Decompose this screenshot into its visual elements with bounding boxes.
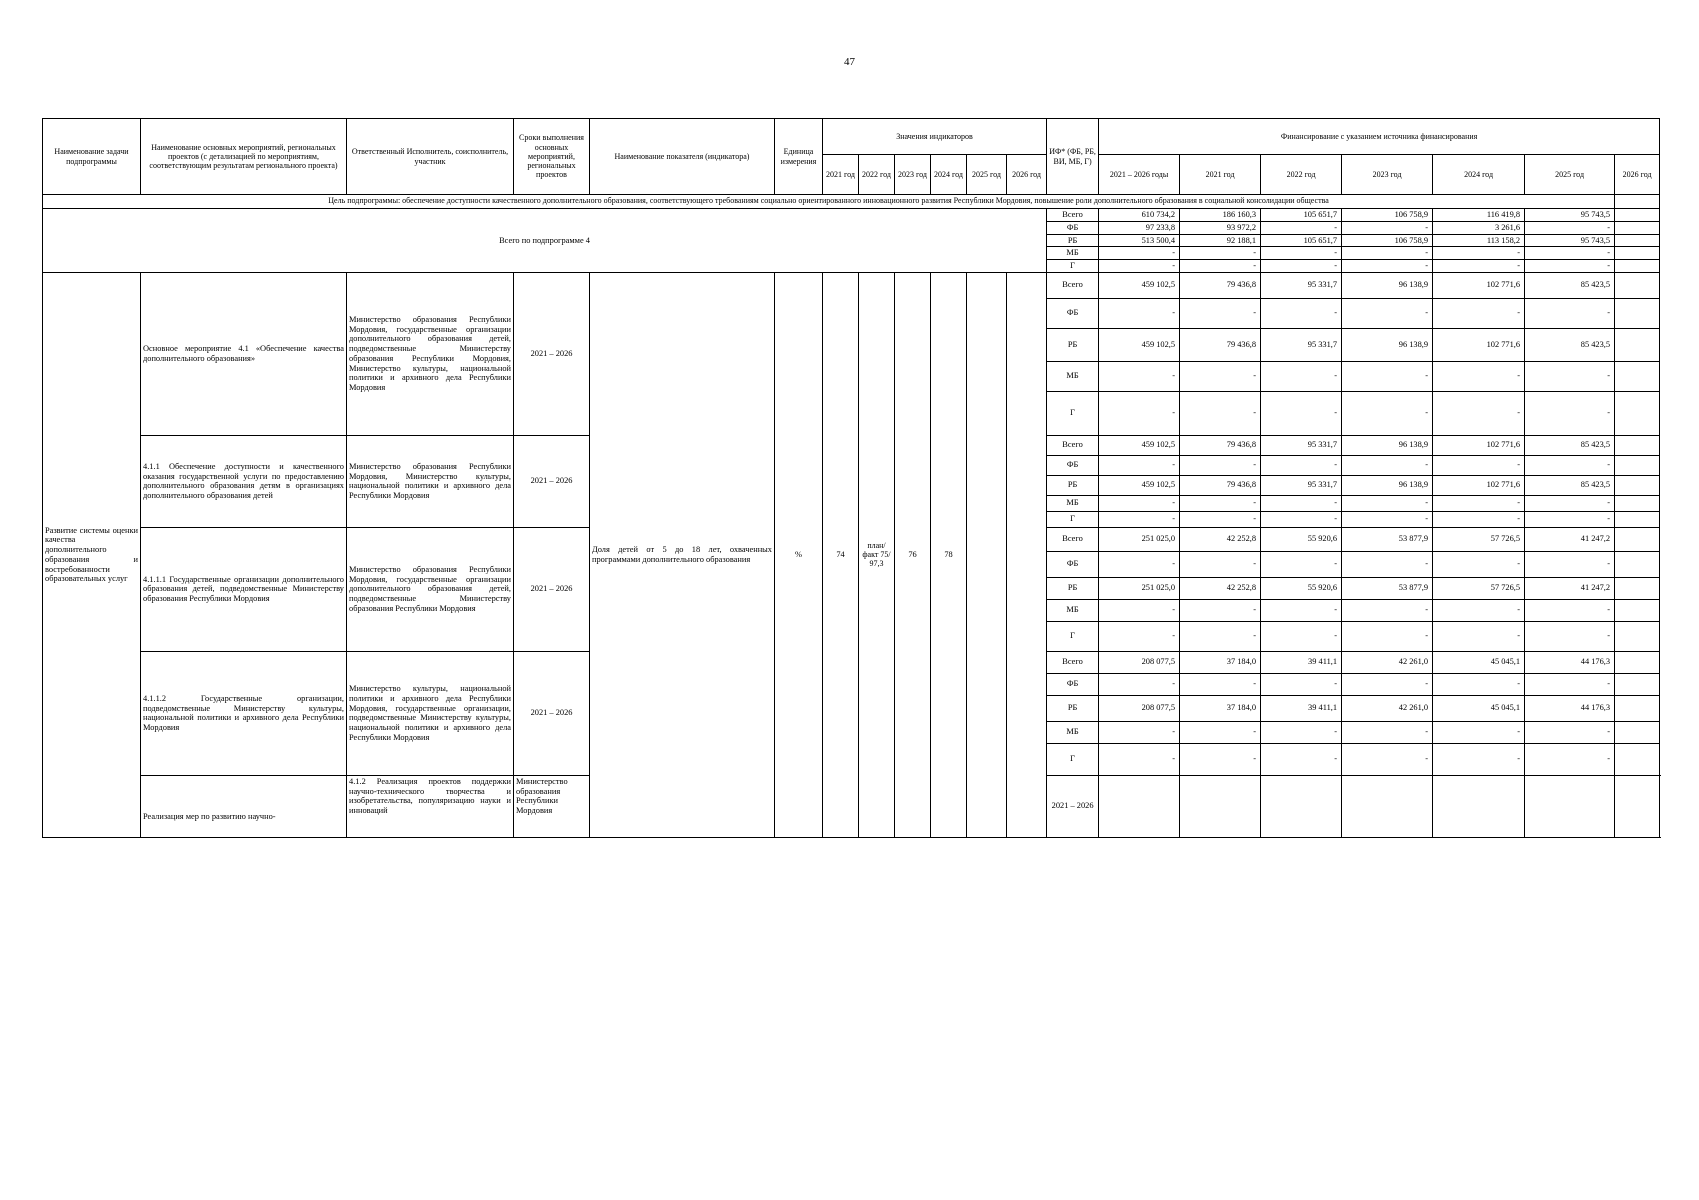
page-number: 47 [844,56,855,68]
amount-cell: 41 247,2 [1525,527,1615,551]
header-year: 2026 год [1007,155,1047,195]
source-code: МБ [1047,247,1099,260]
total-row [43,209,1660,222]
amount-cell [1615,651,1660,673]
amount-cell: 208 077,5 [1099,695,1180,721]
amount-cell [1615,328,1660,361]
indicator-2021: 74 [823,272,859,837]
measure-name: 4.1.1 Обеспечение доступности и качественного оказания государственной услуги по предоставлению дополнительного образования детям в организациях дополнительного образования детей [141,435,347,527]
amount-cell: 45 045,1 [1433,695,1525,721]
amount-cell [1615,495,1660,511]
amount-cell [1615,721,1660,743]
amount-cell: 251 025,0 [1099,577,1180,599]
source-code: ФБ [1047,221,1099,234]
amount-cell [1615,298,1660,328]
source-code: РБ [1047,328,1099,361]
empty-indicator-cell [1261,775,1342,837]
header-fin-year: 2023 год [1342,155,1433,195]
source-code: РБ [1047,234,1099,247]
amount-cell: 39 411,1 [1261,651,1342,673]
amount-cell: - [1433,673,1525,695]
header-year: 2025 год [967,155,1007,195]
amount-cell: - [1525,599,1615,621]
header-if-source: ИФ* (ФБ, РБ, ВИ, МБ, Г) [1047,119,1099,195]
source-code: Г [1047,621,1099,651]
indicator-2024: 78 [931,272,967,837]
amount-cell: 92 188,1 [1180,234,1261,247]
amount-cell: - [1433,298,1525,328]
amount-cell: - [1261,391,1342,435]
source-code: ФБ [1047,455,1099,475]
amount-cell: 53 877,9 [1342,577,1433,599]
empty-indicator-cell [1099,775,1180,837]
amount-cell: - [1099,495,1180,511]
amount-cell: 55 920,6 [1261,527,1342,551]
source-code: Всего [1047,209,1099,222]
amount-cell [1615,743,1660,775]
amount-cell: - [1525,743,1615,775]
amount-cell: 57 726,5 [1433,577,1525,599]
amount-cell: - [1342,247,1433,260]
source-code: МБ [1047,599,1099,621]
amount-cell: - [1433,361,1525,391]
source-code: МБ [1047,721,1099,743]
subprogram-goal: Цель подпрограммы: обеспечение доступности качественного дополнительного образования, соответствующего требованиям социально ориентированного инновационного развития Республики Мордовия, повышение роли дополнительного образования в социальной консолидации общества [43,195,1615,209]
amount-cell: - [1525,621,1615,651]
term-cell: 2021 – 2026 [514,527,590,651]
amount-cell: 39 411,1 [1261,695,1342,721]
amount-cell: - [1525,673,1615,695]
header-fin-year: 2024 год [1433,155,1525,195]
measure-name: 4.1.2 Реализация проектов поддержки научно-технического творчества и изобретательства, популяризацию науки и инноваций [347,775,514,837]
header-fin-year: 2021 год [1180,155,1261,195]
header-unit: Единица измерения [775,119,823,195]
amount-cell: 95 331,7 [1261,272,1342,298]
goal-row [43,195,1660,209]
amount-cell [1615,527,1660,551]
amount-cell: - [1180,621,1261,651]
amount-cell [1615,673,1660,695]
amount-cell: 459 102,5 [1099,272,1180,298]
block-row [43,272,1660,298]
amount-cell: - [1433,721,1525,743]
amount-cell: 459 102,5 [1099,328,1180,361]
amount-cell: - [1261,455,1342,475]
amount-cell [1615,577,1660,599]
amount-cell: - [1342,511,1433,527]
amount-cell: 95 743,5 [1525,209,1615,222]
amount-cell [1615,695,1660,721]
amount-cell: - [1525,455,1615,475]
amount-cell: - [1433,599,1525,621]
header-fin-year: 2026 год [1615,155,1660,195]
amount-cell: - [1180,391,1261,435]
term-cell: 2021 – 2026 [514,272,590,435]
amount-cell [1615,435,1660,455]
amount-cell: 96 138,9 [1342,272,1433,298]
amount-cell [1615,455,1660,475]
source-code: ФБ [1047,298,1099,328]
header-fin-year: 2022 год [1261,155,1342,195]
amount-cell: - [1342,743,1433,775]
header-financing-group: Финансирование с указанием источника финансирования [1099,119,1660,155]
amount-cell: - [1342,721,1433,743]
amount-cell: - [1433,743,1525,775]
amount-cell: - [1180,495,1261,511]
amount-cell: 44 176,3 [1525,651,1615,673]
amount-cell: 116 419,8 [1433,209,1525,222]
header-row-1 [43,119,1660,155]
amount-cell: - [1261,743,1342,775]
amount-cell: 102 771,6 [1433,435,1525,455]
executor-name: Министерство образования Республики Мордовия, государственные организации дополнительного образования детей, подведомственные Министерству образования Республики Мордовия [347,527,514,651]
header-year: 2023 год [895,155,931,195]
amount-cell: 97 233,8 [1099,221,1180,234]
amount-cell: - [1180,511,1261,527]
amount-cell: - [1433,551,1525,577]
amount-cell: 95 331,7 [1261,475,1342,495]
amount-cell: - [1099,361,1180,391]
amount-cell: - [1180,551,1261,577]
amount-cell: - [1180,721,1261,743]
amount-cell: - [1099,673,1180,695]
measure-name: Основное мероприятие 4.1 «Обеспечение качества дополнительного образования» [141,272,347,435]
amount-cell: 3 261,6 [1433,221,1525,234]
amount-cell: - [1525,298,1615,328]
amount-cell: - [1180,673,1261,695]
source-code: Всего [1047,435,1099,455]
amount-cell: 106 758,9 [1342,209,1433,222]
amount-cell: - [1261,247,1342,260]
indicator-2022: план/ факт 75/ 97,3 [859,272,895,837]
source-code: Всего [1047,272,1099,298]
header-values-group: Значения индикаторов [823,119,1047,155]
amount-cell: - [1180,599,1261,621]
header-year: 2022 год [859,155,895,195]
amount-cell: - [1342,260,1433,273]
amount-cell: - [1525,247,1615,260]
amount-cell: - [1433,455,1525,475]
amount-cell: - [1525,495,1615,511]
term-cell: 2021 – 2026 [514,435,590,527]
executor-name: Министерство культуры, национальной политики и архивного дела Республики Мордовия, государственные организации, подведомственные Министерству культуры, национальной политики и архивного дела Республики Мордовия [347,651,514,775]
empty-indicator-cell [1433,775,1525,837]
source-code: Г [1047,260,1099,273]
amount-cell: 102 771,6 [1433,475,1525,495]
amount-cell: 105 651,7 [1261,234,1342,247]
amount-cell [1615,221,1660,234]
amount-cell: - [1261,495,1342,511]
amount-cell: - [1261,511,1342,527]
amount-cell [1615,247,1660,260]
source-code: РБ [1047,475,1099,495]
header-indicator: Наименование показателя (индикатора) [590,119,775,195]
amount-cell: - [1099,721,1180,743]
executor-name: Министерство образования Республики Мордовия, государственные организации дополнительного образования детей, подведомственные Министерству образования Республики Мордовия, Министерство культуры, национальной политики и архивного дела Республики Мордовия [347,272,514,435]
amount-cell [1615,209,1660,222]
amount-cell: 513 500,4 [1099,234,1180,247]
header-executor: Ответственный Исполнитель, соисполнитель, участник [347,119,514,195]
amount-cell: 37 184,0 [1180,695,1261,721]
executor-name: Министерство образования Республики Мордовия [514,775,590,837]
amount-cell: - [1099,511,1180,527]
amount-cell: - [1099,551,1180,577]
measure-name: 4.1.1.2 Государственные организации, подведомственные Министерству культуры, национальной политики и архивного дела Республики Мордовия [141,651,347,775]
empty-indicator-cell [1180,775,1261,837]
amount-cell: - [1261,221,1342,234]
amount-cell: 85 423,5 [1525,475,1615,495]
amount-cell: - [1261,621,1342,651]
amount-cell: 102 771,6 [1433,328,1525,361]
header-year: 2021 год [823,155,859,195]
amount-cell: 37 184,0 [1180,651,1261,673]
amount-cell: 42 252,8 [1180,527,1261,551]
amount-cell: - [1180,743,1261,775]
amount-cell: - [1099,621,1180,651]
amount-cell [1615,475,1660,495]
amount-cell: - [1525,221,1615,234]
amount-cell: - [1342,221,1433,234]
amount-cell: - [1433,247,1525,260]
amount-cell: - [1342,551,1433,577]
amount-cell: 93 972,2 [1180,221,1261,234]
amount-cell: - [1099,599,1180,621]
amount-cell: 85 423,5 [1525,328,1615,361]
source-code: Всего [1047,651,1099,673]
indicator-2025 [967,272,1007,837]
amount-cell [1615,260,1660,273]
task-name: Развитие системы оценки качества дополнительного образования и востребованности образовательных услуг [43,272,141,837]
source-code: Г [1047,391,1099,435]
amount-cell: - [1433,511,1525,527]
amount-cell: 42 261,0 [1342,695,1433,721]
amount-cell: - [1433,495,1525,511]
amount-cell: - [1180,455,1261,475]
amount-cell: 79 436,8 [1180,435,1261,455]
amount-cell: 55 920,6 [1261,577,1342,599]
amount-cell: 85 423,5 [1525,272,1615,298]
amount-cell: 45 045,1 [1433,651,1525,673]
empty-indicator-cell [1615,775,1660,837]
amount-cell: 57 726,5 [1433,527,1525,551]
goal-spacer-cell [1615,195,1660,209]
amount-cell: - [1180,260,1261,273]
amount-cell: 95 331,7 [1261,435,1342,455]
measure-name: 4.1.1.1 Государственные организации дополнительного образования детей, подведомственные Министерству образования Республики Мордовия [141,527,347,651]
amount-cell: - [1261,361,1342,391]
amount-cell [1615,599,1660,621]
amount-cell: - [1525,361,1615,391]
amount-cell [1615,511,1660,527]
executor-name: Министерство образования Республики Мордовия, Министерство культуры, национальной политики и архивного дела Республики Мордовия [347,435,514,527]
amount-cell: - [1342,391,1433,435]
amount-cell [1615,391,1660,435]
source-code: РБ [1047,577,1099,599]
amount-cell: - [1261,551,1342,577]
amount-cell: 41 247,2 [1525,577,1615,599]
amount-cell: - [1261,260,1342,273]
amount-cell: 95 743,5 [1525,234,1615,247]
amount-cell: 85 423,5 [1525,435,1615,455]
amount-cell [1615,621,1660,651]
source-code: ФБ [1047,673,1099,695]
source-code: Всего [1047,527,1099,551]
amount-cell: - [1099,298,1180,328]
amount-cell: 79 436,8 [1180,475,1261,495]
amount-cell: 53 877,9 [1342,527,1433,551]
amount-cell: - [1525,391,1615,435]
source-code: Г [1047,743,1099,775]
amount-cell: - [1261,298,1342,328]
amount-cell: - [1342,298,1433,328]
amount-cell: 95 331,7 [1261,328,1342,361]
amount-cell: - [1099,743,1180,775]
empty-indicator-cell [1342,775,1433,837]
amount-cell: - [1099,455,1180,475]
indicator-2023: 76 [895,272,931,837]
source-code: РБ [1047,695,1099,721]
amount-cell: 102 771,6 [1433,272,1525,298]
amount-cell: 79 436,8 [1180,328,1261,361]
amount-cell: 113 158,2 [1433,234,1525,247]
header-task: Наименование задачи подпрограммы [43,119,141,195]
amount-cell: - [1180,361,1261,391]
amount-cell: 105 651,7 [1261,209,1342,222]
amount-cell: 610 734,2 [1099,209,1180,222]
amount-cell: 459 102,5 [1099,435,1180,455]
amount-cell: - [1261,673,1342,695]
header-terms: Сроки выполнения основных мероприятий, региональных проектов [514,119,590,195]
amount-cell: - [1099,247,1180,260]
next-task-name [141,775,347,837]
amount-cell: - [1433,260,1525,273]
amount-cell: 208 077,5 [1099,651,1180,673]
amount-cell: - [1180,247,1261,260]
amount-cell: 96 138,9 [1342,435,1433,455]
amount-cell: - [1525,721,1615,743]
header-year: 2024 год [931,155,967,195]
indicator-2026 [1007,272,1047,837]
amount-cell: - [1342,621,1433,651]
amount-cell: - [1261,599,1342,621]
amount-cell: 44 176,3 [1525,695,1615,721]
program-table [42,118,1660,838]
amount-cell: - [1342,495,1433,511]
amount-cell: 42 252,8 [1180,577,1261,599]
header-fin-year: 2021 – 2026 годы [1099,155,1180,195]
next-task-name-text: Реализация мер по развитию научно- [143,811,276,821]
amount-cell [1615,272,1660,298]
amount-cell: 42 261,0 [1342,651,1433,673]
amount-cell [1615,361,1660,391]
amount-cell: 459 102,5 [1099,475,1180,495]
amount-cell: 96 138,9 [1342,475,1433,495]
amount-cell: 106 758,9 [1342,234,1433,247]
header-measure: Наименование основных мероприятий, региональных проектов (с детализацией по мероприятиям, соответствующим результатам регионального проекта) [141,119,347,195]
indicator-name: Доля детей от 5 до 18 лет, охваченных программами дополнительного образования [590,272,775,837]
header-fin-year: 2025 год [1525,155,1615,195]
term-cell: 2021 – 2026 [514,651,590,775]
amount-cell: - [1433,621,1525,651]
amount-cell: 251 025,0 [1099,527,1180,551]
amount-cell: - [1342,455,1433,475]
amount-cell: 96 138,9 [1342,328,1433,361]
amount-cell: - [1525,551,1615,577]
amount-cell: - [1342,673,1433,695]
amount-cell: - [1342,361,1433,391]
amount-cell: - [1180,298,1261,328]
amount-cell: - [1261,721,1342,743]
amount-cell: - [1525,511,1615,527]
source-code: Г [1047,511,1099,527]
amount-cell [1615,234,1660,247]
source-code: МБ [1047,495,1099,511]
amount-cell: 79 436,8 [1180,272,1261,298]
amount-cell: - [1342,599,1433,621]
amount-cell: - [1099,391,1180,435]
amount-cell: 186 160,3 [1180,209,1261,222]
subprogram-total-label: Всего по подпрограмме 4 [43,209,1047,273]
amount-cell: - [1433,391,1525,435]
source-code: МБ [1047,361,1099,391]
amount-cell: - [1525,260,1615,273]
term-cell: 2021 – 2026 [1047,775,1099,837]
indicator-unit: % [775,272,823,837]
source-code: ФБ [1047,551,1099,577]
amount-cell [1615,551,1660,577]
amount-cell: - [1099,260,1180,273]
empty-indicator-cell [1525,775,1615,837]
